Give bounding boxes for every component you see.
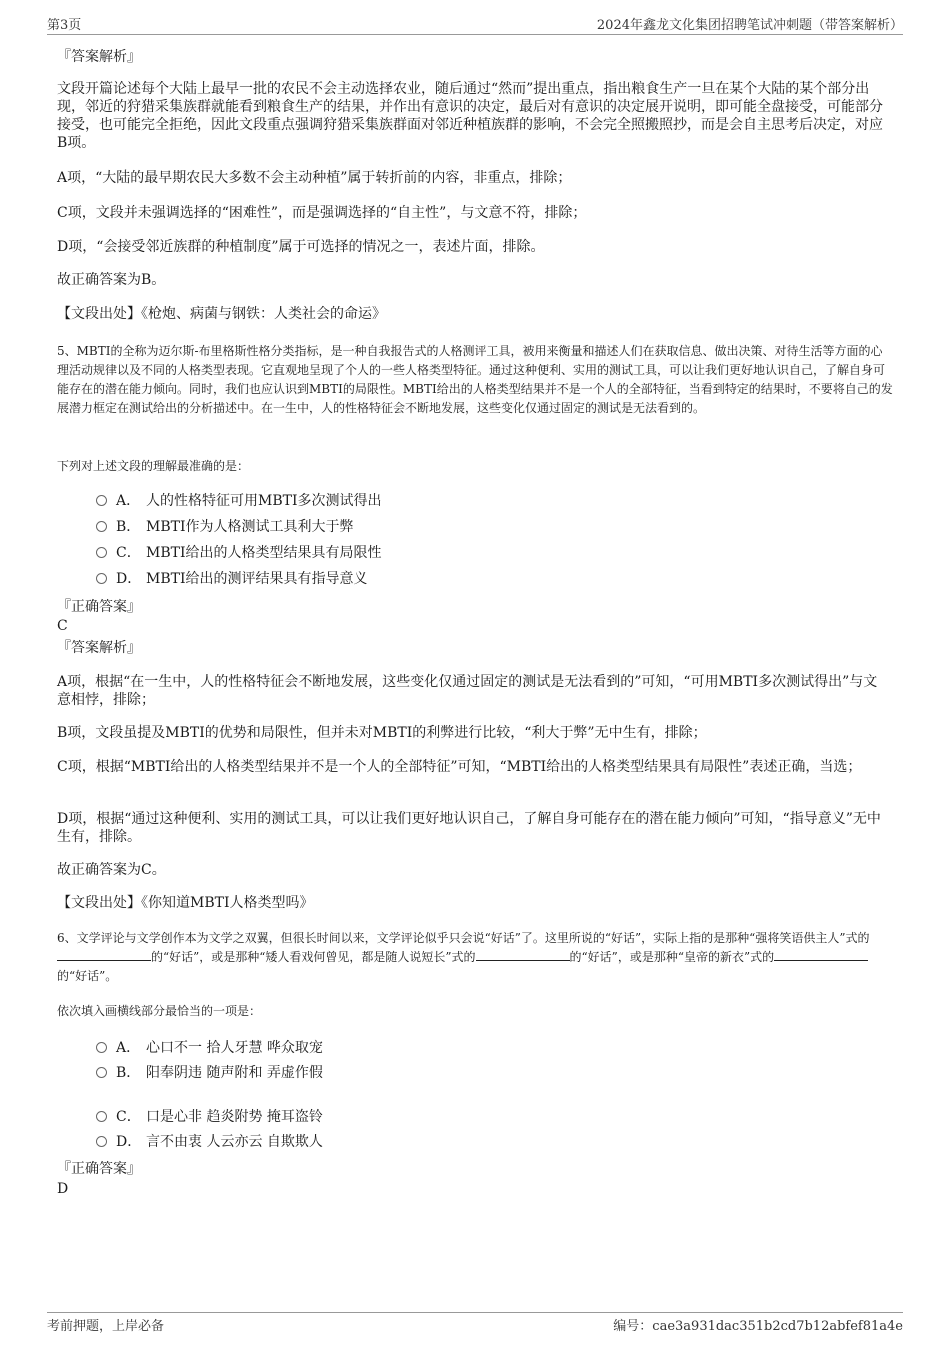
q6-option-c[interactable]: C． 口是心非 趋炎附势 掩耳盗铃 xyxy=(96,1108,323,1126)
radio-icon[interactable] xyxy=(96,1067,107,1078)
radio-icon[interactable] xyxy=(96,1111,107,1122)
q6-option-b[interactable]: B． 阳奉阴违 随声附和 弄虚作假 xyxy=(96,1064,323,1082)
q5-option-d-analysis: D项，根据“通过这种便利、实用的测试工具，可以让我们更好地认识自己，了解自身可能存在的潜在能力倾向”可知，“指导意义”无中生有，排除。 xyxy=(57,811,881,845)
q5-correct-label: 『正确答案』 xyxy=(57,599,141,615)
q6-answer: D xyxy=(57,1181,69,1197)
q5-stem: 5、MBTI的全称为迈尔斯-布里格斯性格分类指标，是一种自我报告式的人格测评工具，被用来衡量和描述人们在获取信息、做出决策、对待生活等方面的心理活动规律以及不同的人格类型表现。它直观地呈现了个人的一些人格类型特征。通过这种便利、实用的测试工具，可以让我们更好地认识自己，了解自身可能存在的潜在能力倾向。同时，我们也应认识到MBTI的局限性。MBTI给出的人格类型结果并不是一个人的全部特征，当看到特定的结果时，不要将自己的发展潜力框定在测试给出的分析描述中。在一生中，人的性格特征会不断地发展，这些变化仅通过固定的测试是无法看到的。 xyxy=(57,344,893,415)
q5-option-c-analysis: C项，根据“MBTI给出的人格类型结果并不是一个人的全部特征”可知，“MBTI给出的人格类型结果具有局限性”表述正确，当选； xyxy=(57,759,862,775)
fill-blank-3[interactable] xyxy=(774,949,868,961)
q4-option-d-analysis: D项，“会接受邻近族群的种植制度”属于可选择的情况之一，表述片面，排除。 xyxy=(57,239,545,255)
radio-icon[interactable] xyxy=(96,547,107,558)
footer-slogan: 考前押题，上岸必备 xyxy=(47,1319,165,1334)
radio-icon[interactable] xyxy=(96,495,107,506)
q6-stem: 6、文学评论与文学创作本为文学之双翼，但很长时间以来，文学评论似乎只会说“好话”了。这里所说的“好话”，实际上指的是那种“强将笑语供主人”式的的“好话”，或是那种“矮人看戏何曾见，都是随人说短长”式的 的“好话”，或是那种“皇帝的新衣”式的的“好话”。 xyxy=(57,931,870,983)
page-number: 第3页 xyxy=(47,18,82,33)
q5-analysis-label: 『答案解析』 xyxy=(57,640,141,656)
q4-option-c-analysis: C项，文段并未强调选择的“困难性”，而是强调选择的“自主性”，与文意不符，排除； xyxy=(57,205,587,221)
q4-source: 【文段出处】《枪炮、病菌与钢铁：人类社会的命运》 xyxy=(57,306,386,322)
q4-conclusion: 故正确答案为B。 xyxy=(57,272,166,288)
q6-question: 依次填入画横线部分最恰当的一项是： xyxy=(57,1004,262,1018)
q4-option-a-analysis: A项，“大陆的最早期农民大多数不会主动种植”属于转折前的内容，非重点，排除； xyxy=(57,170,572,186)
q6-option-d[interactable]: D． 言不由衷 人云亦云 自欺欺人 xyxy=(96,1133,323,1151)
q6-correct-label: 『正确答案』 xyxy=(57,1161,141,1177)
q5-option-b-analysis: B项，文段虽提及MBTI的优势和局限性，但并未对MBTI的利弊进行比较，“利大于弊”无中生有，排除； xyxy=(57,725,707,741)
page-header xyxy=(47,14,903,35)
q6-option-a[interactable]: A． 心口不一 拾人牙慧 哗众取宠 xyxy=(96,1039,323,1057)
document-title: 2024年鑫龙文化集团招聘笔试冲刺题（带答案解析） xyxy=(596,18,903,33)
fill-blank-1[interactable] xyxy=(57,949,151,961)
fill-blank-2[interactable] xyxy=(476,949,570,961)
radio-icon[interactable] xyxy=(96,573,107,584)
radio-icon[interactable] xyxy=(96,1042,107,1053)
q5-option-a-analysis: A项，根据“在一生中，人的性格特征会不断地发展，这些变化仅通过固定的测试是无法看到的”可知，“可用MBTI多次测试得出”与文意相悖，排除； xyxy=(57,674,878,708)
q5-option-c[interactable]: C． MBTI给出的人格类型结果具有局限性 xyxy=(96,544,382,562)
page-footer xyxy=(47,1312,903,1343)
q5-option-a[interactable]: A． 人的性格特征可用MBTI多次测试得出 xyxy=(96,492,382,510)
q5-conclusion: 故正确答案为C。 xyxy=(57,862,166,878)
q5-answer: C xyxy=(57,618,68,634)
radio-icon[interactable] xyxy=(96,521,107,532)
q4-analysis-paragraph: 文段开篇论述每个大陆上最早一批的农民不会主动选择农业，随后通过“然而”提出重点，指出粮食生产一旦在某个大陆的某个部分出现，邻近的狩猎采集族群就能看到粮食生产的结果，并作出有意识的决定，最后对有意识的决定展开说明，即可能全盘接受，可能部分接受，也可能完全拒绝，因此文段重点强调狩猎采集族群面对邻近种植族群的影响，不会完全照搬照抄，而是会自主思考后决定，对应B项。 xyxy=(57,81,883,151)
q5-option-d[interactable]: D． MBTI给出的测评结果具有指导意义 xyxy=(96,570,368,588)
q5-source: 【文段出处】《你知道MBTI人格类型吗》 xyxy=(57,895,314,911)
document-code: 编号：cae3a931dac351b2cd7b12abfef81a4e xyxy=(613,1319,903,1334)
q4-analysis-label: 『答案解析』 xyxy=(57,49,141,65)
radio-icon[interactable] xyxy=(96,1136,107,1147)
q5-option-b[interactable]: B． MBTI作为人格测试工具利大于弊 xyxy=(96,518,354,536)
q5-question: 下列对上述文段的理解最准确的是： xyxy=(57,459,250,473)
